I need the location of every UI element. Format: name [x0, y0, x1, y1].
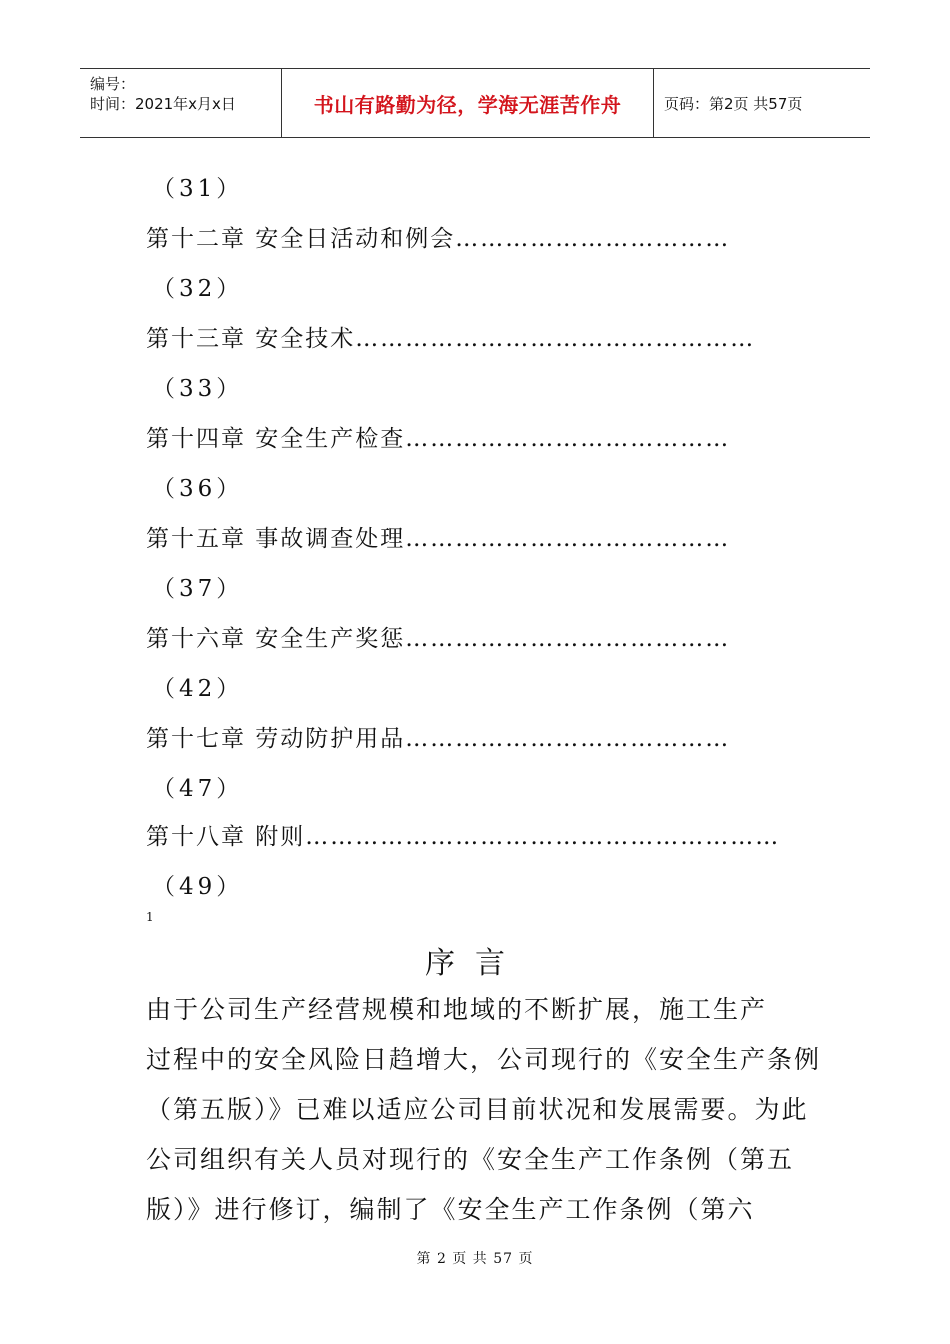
toc-page-number: （37）: [152, 576, 244, 602]
preface-paragraph-line: 过程中的安全风险日趋增大，公司现行的《安全生产条例: [146, 1045, 822, 1074]
preface-paragraph-line: （第五版）》已难以适应公司目前状况和发展需要。为此: [146, 1095, 809, 1124]
toc-page-number: （47）: [152, 776, 244, 802]
page-footer: 第 2 页 共 57 页: [416, 1251, 534, 1267]
toc-page-number: （42）: [152, 676, 244, 702]
toc-entry-chapter-18: 第十八章 附则…………………………………………………: [146, 824, 781, 850]
toc-entry-chapter-13: 第十三章 安全技术…………………………………………: [146, 326, 756, 352]
preface-paragraph-line: 版）》进行修订，编制了《安全生产工作条例（第六: [146, 1195, 755, 1224]
toc-page-number: （36）: [152, 476, 244, 502]
header-motto-cell: [282, 69, 654, 137]
toc-entry-chapter-15: 第十五章 事故调查处理…………………………………: [146, 526, 731, 552]
preface-paragraph-line: 由于公司生产经营规模和地域的不断扩展，施工生产: [146, 995, 768, 1024]
header-meta-cell: [80, 69, 282, 137]
document-date: 时间：2021年x月x日: [90, 95, 236, 113]
toc-page-number: （49）: [152, 874, 244, 900]
preface-title: 序言: [425, 946, 525, 981]
footnote-mark: 1: [146, 910, 154, 924]
preface-paragraph-line: 公司组织有关人员对现行的《安全生产工作条例（第五: [146, 1145, 795, 1174]
toc-page-number: （31）: [152, 176, 244, 202]
toc-entry-chapter-12: 第十二章 安全日活动和例会……………………………: [146, 226, 731, 252]
toc-page-number: （33）: [152, 376, 244, 402]
header-motto: 书山有路勤为径，学海无涯苦作舟: [313, 92, 622, 117]
document-code-label: 编号：: [90, 75, 136, 93]
toc-page-number: （32）: [152, 276, 244, 302]
header-page-cell: [654, 69, 870, 137]
toc-entry-chapter-16: 第十六章 安全生产奖惩…………………………………: [146, 626, 731, 652]
toc-entry-chapter-17: 第十七章 劳动防护用品…………………………………: [146, 726, 731, 752]
page-header: [80, 68, 870, 138]
toc-entry-chapter-14: 第十四章 安全生产检查…………………………………: [146, 426, 731, 452]
header-page-info: 页码：第2页 共57页: [664, 94, 803, 113]
